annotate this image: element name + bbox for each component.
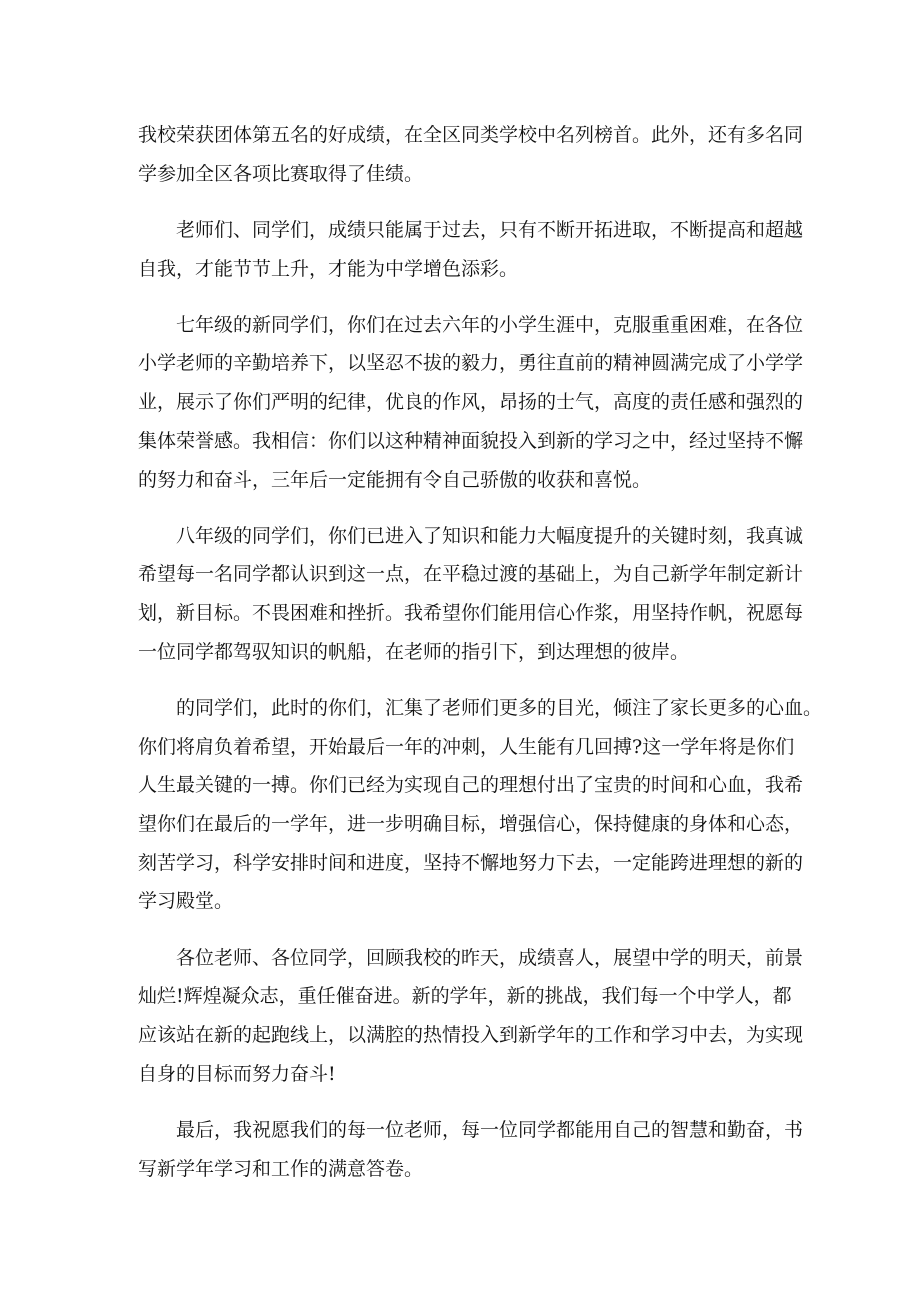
text-line: 灿烂!辉煌凝众志，重任催奋进。新的学年，新的挑战，我们每一个中学人，都 (138, 985, 792, 1008)
text-line: 人生最关键的一搏。你们已经为实现自己的理想付出了宝贵的时间和心血，我希 (138, 774, 804, 797)
text-line: 的努力和奋斗，三年后一定能拥有令自己骄傲的收获和喜悦。 (138, 468, 652, 491)
text-line: 八年级的同学们，你们已进入了知识和能力大幅度提升的关键时刻，我真诚 (176, 524, 804, 547)
text-line: 一位同学都驾驭知识的帆船，在老师的指引下，到达理想的彼岸。 (138, 640, 690, 663)
text-line: 的同学们，此时的你们，汇集了老师们更多的目光，倾注了家长更多的心血。 (176, 696, 823, 719)
text-line: 最后，我祝愿我们的每一位老师，每一位同学都能用自己的智慧和勤奋，书 (176, 1118, 804, 1141)
text-line: 七年级的新同学们，你们在过去六年的小学生涯中，克服重重困难，在各位 (176, 313, 804, 336)
document-body (138, 116, 823, 1206)
text-line: 学习殿堂。 (138, 890, 234, 913)
paragraph (138, 1111, 804, 1188)
text-line: 自我，才能节节上升，才能为中学增色添彩。 (138, 257, 519, 280)
text-line: 业，展示了你们严明的纪律，优良的作风，昂扬的士气，高度的责任感和强烈的 (138, 391, 804, 414)
text-line: 划，新目标。不畏困难和挫折。我希望你们能用信心作浆，用坚持作帆，祝愿每 (138, 602, 804, 625)
text-line: 学参加全区各项比赛取得了佳绩。 (138, 162, 424, 185)
paragraph (138, 939, 804, 1094)
paragraph (138, 116, 804, 193)
paragraph (138, 517, 804, 672)
paragraph (138, 211, 804, 288)
text-line: 小学老师的辛勤培养下，以坚忍不拔的毅力，勇往直前的精神圆满完成了小学学 (138, 352, 804, 375)
text-line: 自身的目标而努力奋斗! (138, 1062, 336, 1085)
text-line: 写新学年学习和工作的满意答卷。 (138, 1157, 424, 1180)
paragraph (138, 306, 804, 499)
text-line: 望你们在最后的一学年，进一步明确目标，增强信心，保持健康的身体和心态， (138, 813, 804, 835)
text-line: 集体荣誉感。我相信：你们以这种精神面貌投入到新的学习之中，经过坚持不懈 (138, 429, 804, 452)
text-line: 我校荣获团体第五名的好成绩，在全区同类学校中名列榜首。此外，还有多名同 (138, 124, 804, 146)
text-line: 老师们、同学们，成绩只能属于过去，只有不断开拓进取，不断提高和超越 (176, 218, 804, 241)
paragraph (138, 689, 823, 921)
text-line: 希望每一名同学都认识到这一点，在平稳过渡的基础上，为自己新学年制定新计 (138, 563, 804, 586)
text-line: 刻苦学习，科学安排时间和进度，坚持不懈地努力下去，一定能跨进理想的新的 (138, 851, 804, 874)
text-line: 各位老师、各位同学，回顾我校的昨天，成绩喜人，展望中学的明天，前景 (176, 946, 804, 969)
text-line: 你们将肩负着希望，开始最后一年的冲刺，人生能有几回搏?这一学年将是你们 (138, 735, 795, 758)
text-line: 应该站在新的起跑线上，以满腔的热情投入到新学年的工作和学习中去，为实现 (138, 1023, 804, 1046)
